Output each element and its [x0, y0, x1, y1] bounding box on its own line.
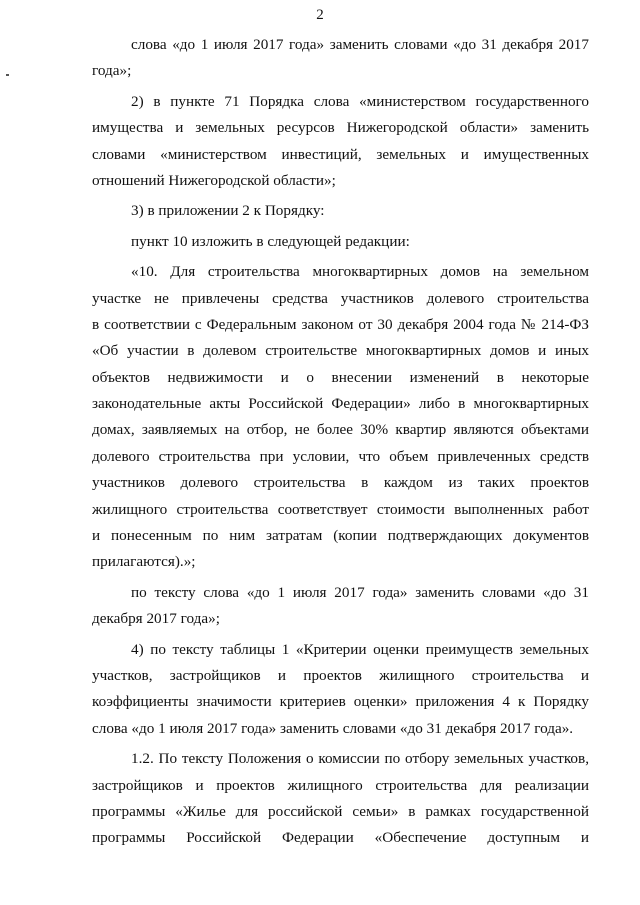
text-line: и понесенным по ним затратам (копии подтверждающих документов: [92, 527, 589, 545]
text-line: прилагаются).»;: [92, 553, 196, 571]
text-line: участке не привлечены средства участников долевого строительства: [92, 289, 589, 307]
text-line: объектов недвижимости и о внесении изменений в некоторые: [92, 368, 589, 386]
text-line: жилищного строительства соответствует стоимости выполненных работ: [92, 500, 589, 518]
text-line: законодательные акты Российской Федерации» либо в многоквартирных: [92, 395, 589, 413]
text-line: программы «Жилье для российской семьи» в рамках государственной: [92, 802, 589, 820]
text-line: слова «до 1 июля 2017 года» заменить словами «до 31 декабря 2017: [131, 36, 589, 53]
text-line: «10. Для строительства многоквартирных домов на земельном: [131, 263, 589, 281]
text-line: декабря 2017 года»;: [92, 610, 220, 628]
text-line: года»;: [92, 62, 132, 80]
text-line: в соответствии с Федеральным законом от 30 декабря 2004 года № 214-ФЗ: [92, 315, 589, 333]
text-line: слова «до 1 июля 2017 года» заменить словами «до 31 декабря 2017 года».: [92, 719, 574, 737]
text-line: отношений Нижегородской области»;: [92, 171, 336, 189]
text-line: домах, заявляемых на отбор, не более 30% квартир являются объектами: [92, 421, 589, 439]
document-body: [92, 32, 589, 852]
text-line: участков, застройщиков и проектов жилищного строительства и: [92, 666, 589, 684]
scan-artifact-mark: [6, 74, 9, 76]
text-line: долевого строительства при условии, что объем привлеченных средств: [92, 447, 589, 465]
text-line: словами «министерством инвестиций, земельных и имущественных: [92, 145, 589, 163]
text-line: по тексту слова «до 1 июля 2017 года» заменить словами «до 31: [131, 583, 589, 601]
text-line: 1.2. По тексту Положения о комиссии по отбору земельных участков,: [131, 750, 589, 768]
text-line: программы Российской Федерации «Обеспечение доступным и: [92, 829, 589, 847]
text-line: «Об участии в долевом строительстве многоквартирных домов и иных: [92, 342, 589, 360]
text-line: 2) в пункте 71 Порядка слова «министерством государственного: [131, 92, 589, 110]
text-line: имущества и земельных ресурсов Нижегородской области» заменить: [92, 119, 589, 137]
text-line: участников долевого строительства в каждом из таких проектов: [92, 474, 589, 492]
text-line: 4) по тексту таблицы 1 «Критерии оценки преимуществ земельных: [131, 640, 589, 658]
text-line: коэффициенты значимости критериев оценки» приложения 4 к Порядку: [92, 693, 589, 711]
text-line: пункт 10 изложить в следующей редакции:: [131, 232, 410, 250]
text-line: застройщиков и проектов жилищного строительства для реализации: [92, 776, 589, 794]
text-line: 3) в приложении 2 к Порядку:: [131, 202, 325, 220]
page-number: 2: [316, 7, 324, 23]
